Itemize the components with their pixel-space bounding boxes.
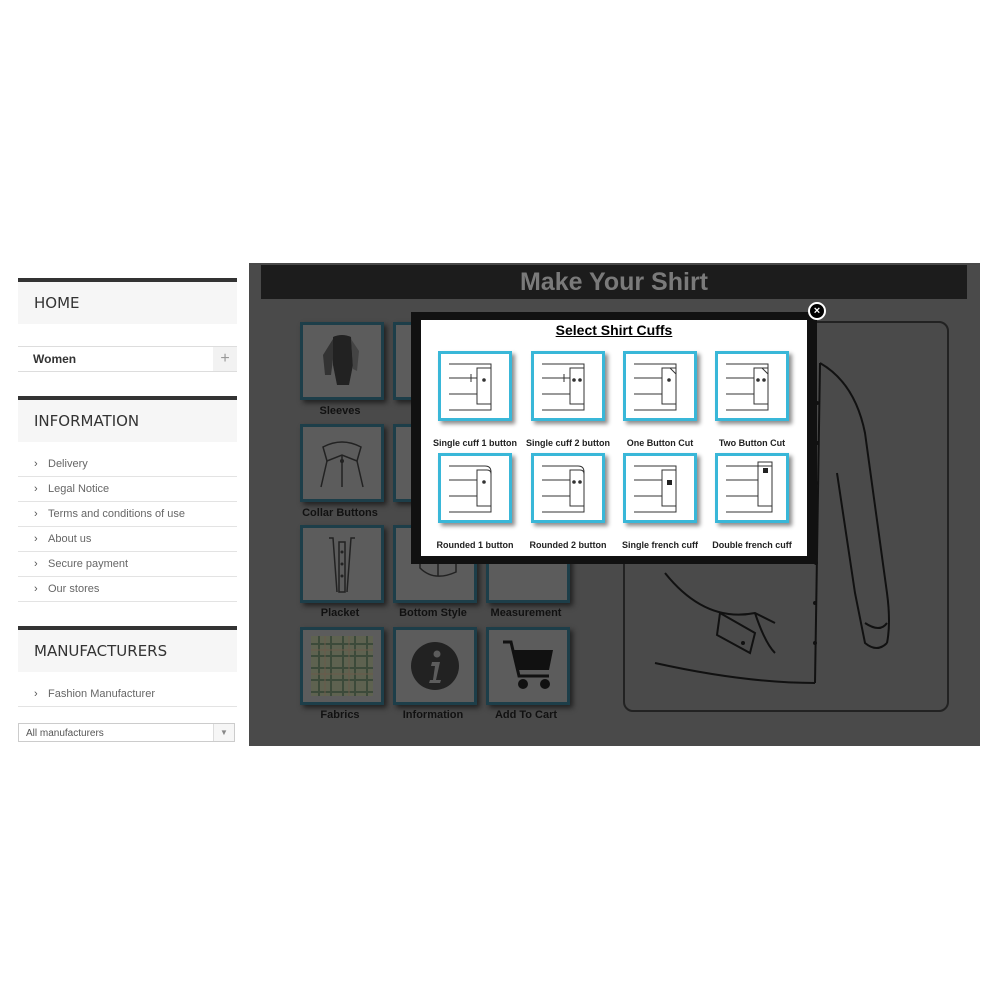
manufacturer-select[interactable] xyxy=(18,723,235,742)
tile-label: Information xyxy=(402,709,464,721)
cuff-label: Single french cuff xyxy=(621,540,698,550)
chevron-right-icon: › xyxy=(34,508,38,520)
chevron-right-icon: › xyxy=(34,458,38,470)
tile-label: Collar Buttons xyxy=(302,507,378,519)
info-link-delivery[interactable] xyxy=(18,452,237,477)
expand-plus-icon[interactable]: + xyxy=(213,347,237,371)
cuff-option-double-french[interactable] xyxy=(715,453,789,523)
placket-icon xyxy=(303,528,381,600)
collar-icon xyxy=(303,427,381,499)
single-cuff-1-button-icon xyxy=(441,354,509,418)
tile-collar-buttons[interactable] xyxy=(300,424,384,502)
information-heading: INFORMATION xyxy=(18,396,237,442)
cuff-label: One Button Cut xyxy=(626,438,694,448)
link-label[interactable]: Terms and conditions of use xyxy=(48,508,185,520)
cuff-option-two-button-cut[interactable] xyxy=(715,351,789,421)
tile-add-to-cart[interactable] xyxy=(486,627,570,705)
home-heading[interactable]: HOME xyxy=(18,278,237,324)
info-icon xyxy=(396,630,474,702)
information-links xyxy=(18,452,237,602)
info-link-our-stores[interactable] xyxy=(18,577,237,602)
left-sidebar xyxy=(18,278,237,742)
cuff-option-rounded-2[interactable] xyxy=(531,453,605,523)
info-link-terms[interactable] xyxy=(18,502,237,527)
info-link-about-us[interactable] xyxy=(18,527,237,552)
chevron-right-icon: › xyxy=(34,558,38,570)
modal-title: Select Shirt Cuffs xyxy=(555,322,673,338)
tile-label: Measurement xyxy=(490,607,562,619)
tile-fabrics[interactable] xyxy=(300,627,384,705)
cuff-option-single-2[interactable] xyxy=(531,351,605,421)
link-label[interactable]: About us xyxy=(48,533,92,545)
cuff-option-single-french[interactable] xyxy=(623,453,697,523)
cuff-option-rounded-1[interactable] xyxy=(438,453,512,523)
link-label[interactable]: Secure payment xyxy=(48,558,129,570)
cuff-option-single-1[interactable] xyxy=(438,351,512,421)
cuff-option-one-button-cut[interactable] xyxy=(623,351,697,421)
cuff-label: Rounded 2 button xyxy=(529,540,607,550)
tile-information[interactable] xyxy=(393,627,477,705)
cuff-label: Single cuff 1 button xyxy=(433,438,517,448)
tile-label: Bottom Style xyxy=(399,607,467,619)
chevron-down-icon[interactable]: ▼ xyxy=(213,724,234,741)
page-title: Make Your Shirt xyxy=(261,265,967,299)
modal-content xyxy=(421,320,807,556)
close-icon[interactable]: × xyxy=(808,302,826,320)
category-women[interactable] xyxy=(18,346,237,372)
tile-label: Sleeves xyxy=(319,405,361,417)
chevron-right-icon: › xyxy=(34,483,38,495)
tile-label: Placket xyxy=(320,607,360,619)
tile-sleeves[interactable] xyxy=(300,322,384,400)
cart-icon xyxy=(489,630,567,702)
one-button-cut-icon xyxy=(626,354,694,418)
cuff-label: Rounded 1 button xyxy=(436,540,514,550)
link-label[interactable]: Legal Notice xyxy=(48,483,110,495)
cuff-label: Single cuff 2 button xyxy=(526,438,610,448)
select-value: All manufacturers xyxy=(26,728,104,739)
link-label[interactable]: Our stores xyxy=(48,583,100,595)
single-french-cuff-icon xyxy=(626,456,694,520)
rounded-1-button-icon xyxy=(441,456,509,520)
manufacturers-heading: MANUFACTURERS xyxy=(18,626,237,672)
category-label[interactable]: Women xyxy=(33,352,77,366)
cuff-label: Double french cuff xyxy=(712,540,792,550)
cuff-label: Two Button Cut xyxy=(718,438,786,448)
info-link-legal-notice[interactable] xyxy=(18,477,237,502)
plaid-fabric-icon xyxy=(303,630,381,702)
two-button-cut-icon xyxy=(718,354,786,418)
tile-placket[interactable] xyxy=(300,525,384,603)
single-cuff-2-button-icon xyxy=(534,354,602,418)
tile-label: Add To Cart xyxy=(494,709,558,721)
rounded-2-button-icon xyxy=(534,456,602,520)
tile-label: Fabrics xyxy=(320,709,360,721)
chevron-right-icon: › xyxy=(34,583,38,595)
cuffs-modal xyxy=(411,312,817,564)
info-link-secure-payment[interactable] xyxy=(18,552,237,577)
sleeve-shirt-icon xyxy=(303,325,381,397)
manufacturer-link[interactable] xyxy=(18,682,237,707)
link-label[interactable]: Fashion Manufacturer xyxy=(48,688,155,700)
manufacturer-links xyxy=(18,682,237,707)
link-label[interactable]: Delivery xyxy=(48,458,88,470)
chevron-right-icon: › xyxy=(34,688,38,700)
chevron-right-icon: › xyxy=(34,533,38,545)
double-french-cuff-icon xyxy=(718,456,786,520)
